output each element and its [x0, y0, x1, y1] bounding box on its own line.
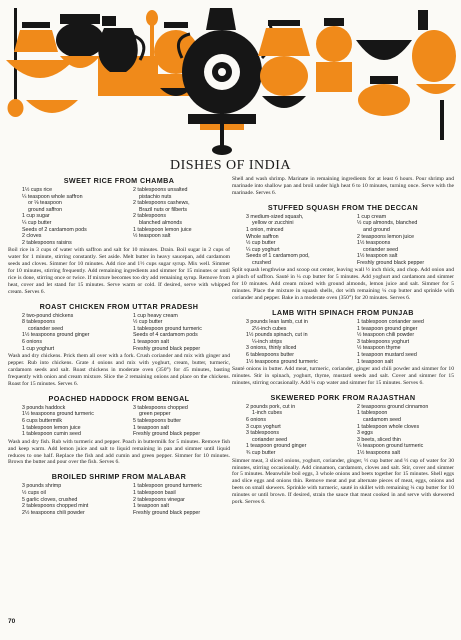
recipe-directions: Sauté onions in butter. Add meat, turmeric, coriander, ginger and chili powder and simmer for 10 minutes. Stir in spinach, yoghurt, thyme, mustard seeds and salt. Cover and simmer for 15 minutes, stirring occasionally. Add ¼ cup water and simmer for 15 minutes. Serves 6.: [232, 366, 454, 386]
recipe-title: STUFFED SQUASH FROM THE DECCAN: [267, 202, 419, 212]
ingredient: Brazil nuts or filberts: [139, 206, 187, 213]
ingredient: 1 tablespoon lemon juice: [22, 424, 81, 431]
recipe-roast-chicken: [8, 302, 230, 388]
ingredients: [8, 187, 230, 246]
ingredient: Seeds of 4 cardamom pods: [133, 332, 198, 339]
kitchenware-illustration: [0, 0, 461, 160]
ingredient: 1½ teaspoons salt: [357, 450, 400, 457]
ingredient: 1½ teaspoons ground ginger: [22, 332, 90, 339]
ingredient: 1 cup heavy cream: [133, 312, 178, 319]
ingredient: Whole saffron: [246, 233, 279, 240]
ingredient: blanched almonds: [139, 219, 182, 226]
ingredient: green pepper: [139, 411, 171, 418]
ingredient: ½ cup butter: [133, 319, 163, 326]
recipe-sweet-rice: [8, 176, 230, 296]
ingredient: 1½ teaspoons ground turmeric: [22, 411, 94, 418]
ingredient: 3 cups yoghurt: [246, 423, 281, 430]
ingredient: yellow or zucchini: [252, 220, 294, 227]
ingredient: ground saffron: [28, 206, 63, 213]
ingredient: ¼ teaspoon whole saffron: [22, 193, 83, 200]
recipe-directions-continued: Shell and wash shrimp. Marinate in remaining ingredients for at least 6 hours. Pour shrimp and marinade into shallow pan and broil under high heat 6 to 10 minutes, turning once. Serve with the marinade. Serves 6.: [232, 176, 454, 196]
ingredient: Freshly ground black pepper: [133, 345, 201, 352]
ingredient: 1 teaspoon salt: [133, 339, 169, 346]
recipe-directions: Wash and dry chickens. Prick them all over with a fork. Crush coriander and mix with ginger and pepper. Rub into chickens. Grate 4 onions and mix with yoghurt, cream, butter, turmeric, cardamom seeds and salt. Roast chickens in moderate oven (350°) for 45 minutes, basting frequently with onion and cream mixture. Slice the 2 remaining onions and place on the chickens. Roast for 15 minutes. Serves 6.: [8, 353, 230, 387]
ingredient: 2 tablespoons: [133, 213, 166, 220]
ingredient: Seeds of 1 cardamom pod,: [246, 253, 310, 260]
ingredient: 3 pounds haddock: [22, 404, 66, 411]
ingredient: ¼-inch strips: [252, 338, 283, 345]
ingredient: 1½ cups rice: [22, 187, 53, 193]
ingredient: 1 tablespoon cumin seed: [22, 431, 81, 438]
ingredient: cardamom seed: [363, 417, 401, 424]
ingredient: 3 pounds lean lamb, cut in: [246, 319, 308, 325]
recipe-poached-haddock: [8, 394, 230, 467]
recipe-title: LAMB WITH SPINACH FROM PUNJAB: [272, 308, 414, 317]
page-title: DISHES OF INDIA: [169, 158, 292, 173]
ingredient: ½ teaspoon chili powder: [357, 332, 415, 339]
ingredients: [232, 319, 454, 365]
ingredient: 2 tablespoons unsalted: [133, 187, 188, 193]
ingredient: 1 teaspoon salt: [133, 503, 169, 510]
ingredient: 1 tablespoon: [357, 410, 388, 417]
recipe-title: POACHED HADDOCK FROM BENGAL: [48, 393, 190, 403]
ingredient: ½ cups oil: [22, 489, 46, 496]
ingredient: 1 tablespoon ground turmeric: [133, 325, 202, 332]
recipe-title: SWEET RICE FROM CHAMBA: [63, 176, 175, 185]
ingredient: Freshly ground black pepper: [357, 259, 425, 266]
ingredient: 1½ teaspoon salt: [357, 253, 398, 260]
recipe-broiled-shrimp: [8, 472, 230, 516]
ingredient: ½ teaspoon salt: [133, 233, 171, 240]
ingredient: and ground: [363, 226, 390, 233]
ingredient: 5 garlic cloves, crushed: [22, 496, 78, 503]
ingredient: 6 cups buttermilk: [22, 417, 63, 424]
ingredient: 2 teaspoons ground cinnamon: [357, 403, 429, 410]
ingredients: [8, 313, 230, 353]
recipe-directions: Wash and dry fish. Rub with turmeric and pepper. Poach in buttermilk for 5 minutes. Remove fish and keep warm. Add lemon juice and salt to liquid remaining in pan and simmer until liquid reduces to one half. Replace the fish and add cumin and green pepper. Simmer for 10 minutes. Brown the butter and pour over the fish. Serves 6.: [8, 438, 230, 466]
ingredient: 6 onions: [22, 339, 43, 346]
recipe-title: ROAST CHICKEN FROM UTTAR PRADESH: [39, 301, 199, 311]
ingredient: 5 tablespoons butter: [133, 417, 182, 424]
page-number: 70: [8, 618, 16, 625]
right-column: [232, 176, 454, 512]
ingredient: ½ cup butter: [246, 240, 276, 247]
ingredients: [232, 404, 454, 457]
ingredient: ¼ teaspoon ground turmeric: [357, 443, 424, 450]
ingredients: [8, 405, 230, 438]
ingredient: 1 tablespoon coriander seed: [357, 319, 424, 325]
ingredient: Freshly ground black pepper: [133, 431, 201, 438]
ingredients: [8, 483, 230, 516]
ingredient: 1 teaspoon ground ginger: [357, 325, 418, 332]
ingredient: 1½ teaspoons ground turmeric: [246, 358, 318, 365]
ingredient: pistachio nuts: [139, 193, 172, 200]
ingredient: ¾ cup butter: [246, 450, 276, 457]
ingredient: 2 tablespoons vinegar: [133, 496, 185, 503]
ingredient: 6 tablespoons butter: [246, 351, 295, 358]
left-column: [8, 176, 230, 517]
recipe-title: BROILED SHRIMP FROM MALABAR: [51, 472, 187, 482]
ingredient: coriander seed: [252, 436, 288, 443]
recipe-directions: Boil rice in 3 cups of water with saffron and salt for 10 minutes. Drain. Boil sugar in 2 cups of water for 1 minute, stirring constantly. Set aside. Melt butter in heavy saucepan, add cardamom seeds and cloves. Simmer for 10 minutes. Add rice and 1½ cups sugar syrup. Mix well. Simmer for 10 minutes, stirring frequently. Add remaining ingredients and simmer for 15 minutes or until rice is done, stirring once or twice. If mixture becomes too dry add remaining syrup. Remove from heat, cover and let stand for 15 minutes. Serve warm or cold. If desired, serve with whipped cream. Serves 6.: [8, 247, 230, 295]
ingredient: 1 tablespoon lemon juice: [133, 226, 192, 233]
ingredient: 2 tablespoons raisins: [22, 239, 72, 246]
ingredient: 2½-inch cubes: [252, 325, 287, 332]
ingredient: crushed: [252, 259, 271, 266]
ingredient: 1 onion, minced: [246, 226, 284, 233]
ingredient: 2½ teaspoons chili powder: [22, 509, 85, 516]
ingredient: 1½ pounds spinach, cut in: [246, 332, 308, 339]
ingredient: coriander seed: [28, 325, 64, 332]
ingredient: 1 teaspoon mustard seed: [357, 351, 417, 358]
ingredient: 2 cloves: [22, 233, 42, 240]
ingredient: 3 medium-sized squash,: [246, 213, 304, 220]
ingredient: 1 cup sugar: [22, 213, 50, 220]
ingredient: or ⅛ teaspoon: [28, 200, 62, 207]
ingredient: 2 tablespoons chopped mint: [22, 503, 89, 510]
ingredient: 2 two-pound chickens: [22, 312, 74, 319]
recipe-skewered-pork: [232, 393, 454, 506]
ingredient: 3 tablespoons yoghurt: [357, 338, 410, 345]
recipe-directions: Simmer meat, 3 sliced onions, yoghurt, coriander, ginger, ½ cup butter and ½ cup of water for 30 minutes, stirring occasionally. Add cinnamon, cardamom, cloves and salt. Stir, cover and simmer for 5 minutes. Meanwhile boil eggs, 3 whole onions and beets together for 15 minutes. Shell eggs and slice eggs and onions thin. Remove meat and put alternate pieces of meat, eggs, onions and beets on small skewers. Sprinkle with turmeric, sauté in skillet with remaining ¼ cup butter for 10 minutes or until brown. If desired, strain the sauce that meat cooked in and serve with skewered pork. Serves 6.: [232, 457, 454, 506]
ingredient: 8 tablespoons: [22, 319, 55, 326]
ingredient: ¼ cup butter: [22, 219, 52, 226]
ingredient: ½ cup almonds, blanched: [357, 220, 418, 227]
ingredient: 1 teaspoon salt: [357, 358, 393, 365]
ingredient: Seeds of 2 cardamom pods: [22, 226, 87, 233]
ingredient: 1 tablespoon ground turmeric: [133, 483, 202, 490]
ingredient: coriander seed: [363, 246, 399, 253]
ingredient: 1-inch cubes: [252, 410, 283, 417]
ingredient: 3 beets, sliced thin: [357, 436, 401, 443]
ingredient: 1 tablespoon whole cloves: [357, 423, 420, 430]
ingredients: [232, 214, 454, 267]
ingredient: 2 tablespoons cashews,: [133, 200, 190, 207]
ingredient: 2 pounds pork, cut in: [246, 403, 296, 410]
ingredient: ¼ cup yoghurt: [246, 246, 280, 253]
ingredient: 1 teaspoon ground ginger: [246, 443, 307, 450]
ingredient: 1½ teaspoons: [357, 240, 391, 247]
ingredient: 3 tablespoons chopped: [133, 404, 188, 411]
ingredient: 6 onions: [246, 417, 267, 424]
ingredient: 3 eggs: [357, 430, 373, 437]
ingredient: 1 cup yoghurt: [22, 345, 55, 352]
recipe-stuffed-squash: [232, 203, 454, 302]
ingredient: Freshly ground black pepper: [133, 509, 201, 516]
ingredient: 3 tablespoons: [246, 430, 279, 437]
ingredient: 1 cup cream: [357, 213, 387, 220]
ingredient: ½ teaspoon thyme: [357, 345, 401, 352]
recipe-title: SKEWERED PORK FROM RAJASTHAN: [270, 392, 416, 402]
ingredient: 3 pounds shrimp: [22, 483, 62, 490]
ingredient: 2 teaspoons lemon juice: [357, 233, 415, 240]
ingredient: 3 onions, thinly sliced: [246, 345, 297, 352]
recipe-lamb-spinach: [232, 308, 454, 387]
recipe-directions: Split squash lengthwise and scoop out center, leaving wall ½ inch thick, and chop. Add onion and a pinch of saffron. Sauté in ¼ cup butter for 5 minutes. Add yoghurt and cardamom and simmer for 10 minutes. Add cream mixed with ground almonds, lemon juice and salt. Simmer for 5 minutes. Place the mixture in squash shells, dot with remaining ¼ cup butter and sprinkle with coriander and pepper. Bake in a moderate oven (350°) for 20 minutes. Serves 6.: [232, 267, 454, 302]
ingredient: 1 tablespoon basil: [133, 489, 176, 496]
ingredient: 1 teaspoon salt: [133, 424, 169, 431]
